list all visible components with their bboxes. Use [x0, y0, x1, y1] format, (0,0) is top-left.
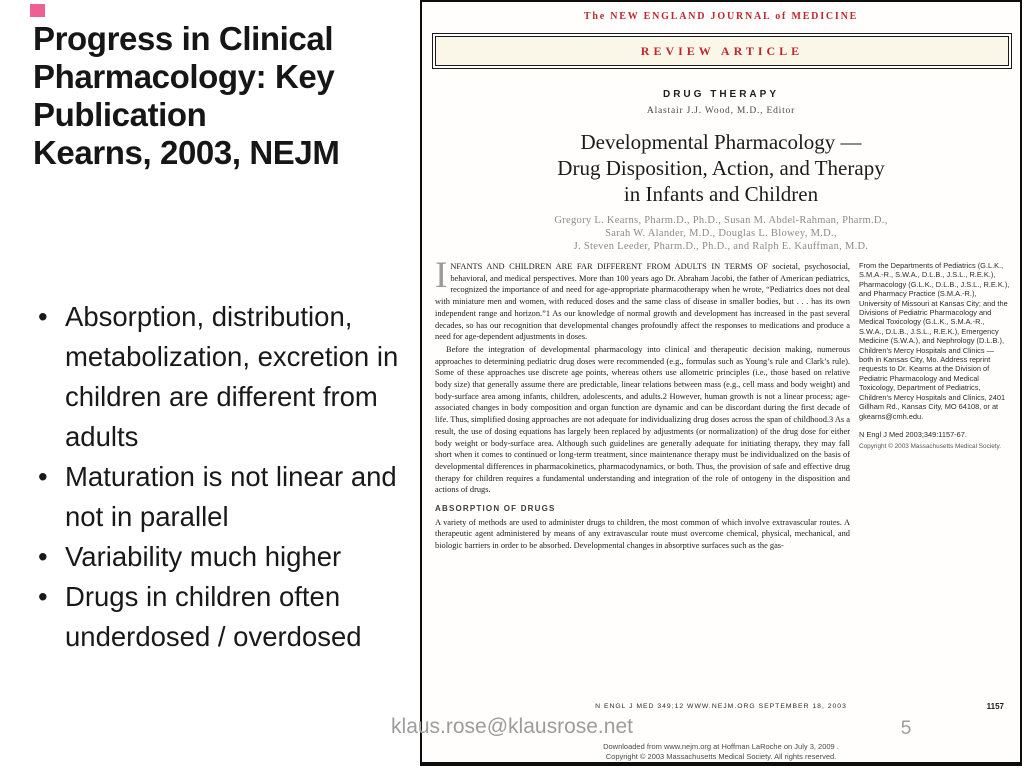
review-article-box — [435, 36, 1009, 66]
body-paragraph: A variety of methods are used to administer drugs to children, the most common of which involve extravascular routes. A therapeutic agent administered by means of any extravascular route must overcome chemical, physical, mechanical, and biologic barriers in order to be absorbed. Developmental changes in absorptive surfaces such as the gas- — [435, 517, 850, 551]
slide-title-citation: Kearns, 2003, NEJM — [33, 134, 340, 171]
download-notice-line: Downloaded from www.nejm.org at Hoffman LaRoche on July 3, 2009 . — [603, 742, 839, 751]
body-paragraph: INFANTS AND CHILDREN ARE FAR DIFFERENT FROM ADULTS IN TERMS OF societal, psychosocial, behavioral, and medical perspectives. More than 100 years ago Dr. Abraham Jacobi, the father of American pediatrics, recognized the importance of and need for age-appropriate pharmacotherapy when he wrote, “Pediatrics does not deal with miniature men and women, with reduced doses and the same class of disease in smaller bodies, but . . . has its own independent range and horizon.”1 As our knowledge of normal growth and development has increased in the past several decades, so has our recognition that developmental changes profoundly affect the responses to medications and produce a need for age-dependent adjustments in doses. — [435, 261, 850, 342]
bullet-item: • Variability much higher — [36, 537, 420, 577]
article-title-line: in Infants and Children — [623, 182, 819, 206]
article-title-line: Developmental Pharmacology — — [580, 130, 862, 154]
article-body — [435, 261, 1010, 690]
drug-therapy-label: DRUG THERAPY — [662, 89, 779, 100]
body-paragraph: Before the integration of developmental pharmacology into clinical and therapeutic decision making, numerous approaches to determining pediatric drug doses were recommended (e.g., formulas such as Young’s rule and Clark’s rule). Some of these approaches use discrete age points, whereas others use allometric principles (i.e., those based on relative body size) that generally assume there are predictable, linear relations between mass (e.g., cell mass and body weight) and body-surface area among infants, children, adolescents, and adults.2 However, human growth is not a linear process; age-associated changes in body composition and organ function are dynamic and can be discordant during the first decade of life. Thus, simplified dosing approaches are not adequate for individualizing drug doses across the span of childhood.3 As a result, the use of dosing equations has largely been replaced by adjustments (or normalization) of the drug dose for either body weight or body-surface area. Although such guidelines are generally adequate for initiating therapy, they may fall short when it comes to continued or long-term treatment, since maintenance therapy must be individualized on the basis of developmental differences in pharmacokinetics, pharmacodynamics, or both. Thus, the provision of safe and effective drug therapy for children requires a fundamental understanding and integration of the role of ontogeny in the disposition and actions of drugs. — [435, 344, 850, 495]
author-line: Sarah W. Alander, M.D., Douglas L. Blowey, M.D., — [605, 228, 837, 239]
journal-running-footer: N ENGL J MED 349;12 WWW.NEJM.ORG SEPTEMBER 18, 2003 — [595, 703, 847, 710]
drop-cap: I — [435, 261, 448, 296]
slide-title-text: Progress in Clinical Pharmacology: Key Publication — [33, 20, 335, 133]
nejm-masthead: The NEW ENGLAND JOURNAL of MEDICINE — [583, 11, 859, 22]
download-notice-line: Copyright © 2003 Massachusetts Medical Society. All rights reserved. — [605, 751, 837, 761]
bullet-item: • Absorption, distribution, metabolization, excretion in children are different from adults — [36, 297, 420, 457]
download-notice — [422, 742, 1020, 761]
author-list — [422, 214, 1020, 253]
slide-page-number: 5 — [900, 718, 912, 739]
slide-title — [33, 20, 405, 172]
slide-footer-email: klaus.rose@klausrose.net — [391, 715, 633, 738]
bullet-item: • Maturation is not linear and not in parallel — [36, 457, 420, 537]
journal-citation: N Engl J Med 2003;349:1157-67. — [859, 429, 967, 439]
author-line: J. Steven Leeder, Pharm.D., Ph.D., and Ralph E. Kauffman, M.D. — [573, 241, 869, 252]
journal-page-number: 1157 — [986, 702, 1004, 711]
article-main-column — [435, 261, 850, 690]
author-line: Gregory L. Kearns, Pharm.D., Ph.D., Susan M. Abdel-Rahman, Pharm.D., — [554, 215, 888, 226]
citation-copyright: Copyright © 2003 Massachusetts Medical Society. — [859, 443, 1002, 451]
bullet-list — [36, 297, 420, 657]
bullet-item: • Drugs in children often underdosed / overdosed — [36, 577, 420, 657]
journal-article-scan — [420, 0, 1022, 766]
affiliations-column — [859, 261, 1010, 690]
article-title — [422, 129, 1020, 207]
review-article-label: REVIEW ARTICLE — [640, 43, 804, 58]
section-heading-absorption: ABSORPTION OF DRUGS — [435, 504, 556, 514]
pink-accent-square — [30, 4, 45, 17]
affiliations-text: From the Departments of Pediatrics (G.L.K., S.M.A.-R., S.W.A., D.L.B., J.S.L., R.E.K.), Pharmacology (G.L.K., D.L.B., J.S.L., R.E.K.), and Pharmacy Practice (S.M.A.-R.), University of Missouri at Kansas City; and the Divisions of Pediatric Pharmacology and Medical Toxicology (G.L.K., S.M.A.-R., S.W.A., D.L.B., J.S.L., R.E.K.), Emergency Medicine (S.W.A.), and Nephrology (D.L.B.), Children’s Mercy Hospitals and Clinics — both in Kansas City, Mo. Address reprint requests to Dr. Kearns at the Division of Pediatric Pharmacology and Medical Toxicology, Department of Pediatrics, Children’s Mercy Hospitals and Clinics, 2401 Gillham Rd., Kansas City, MO 64108, or at gkearns@cmh.edu. — [859, 261, 1010, 421]
editor-line: Alastair J.J. Wood, M.D., Editor — [646, 106, 796, 116]
article-title-line: Drug Disposition, Action, and Therapy — [557, 156, 885, 180]
